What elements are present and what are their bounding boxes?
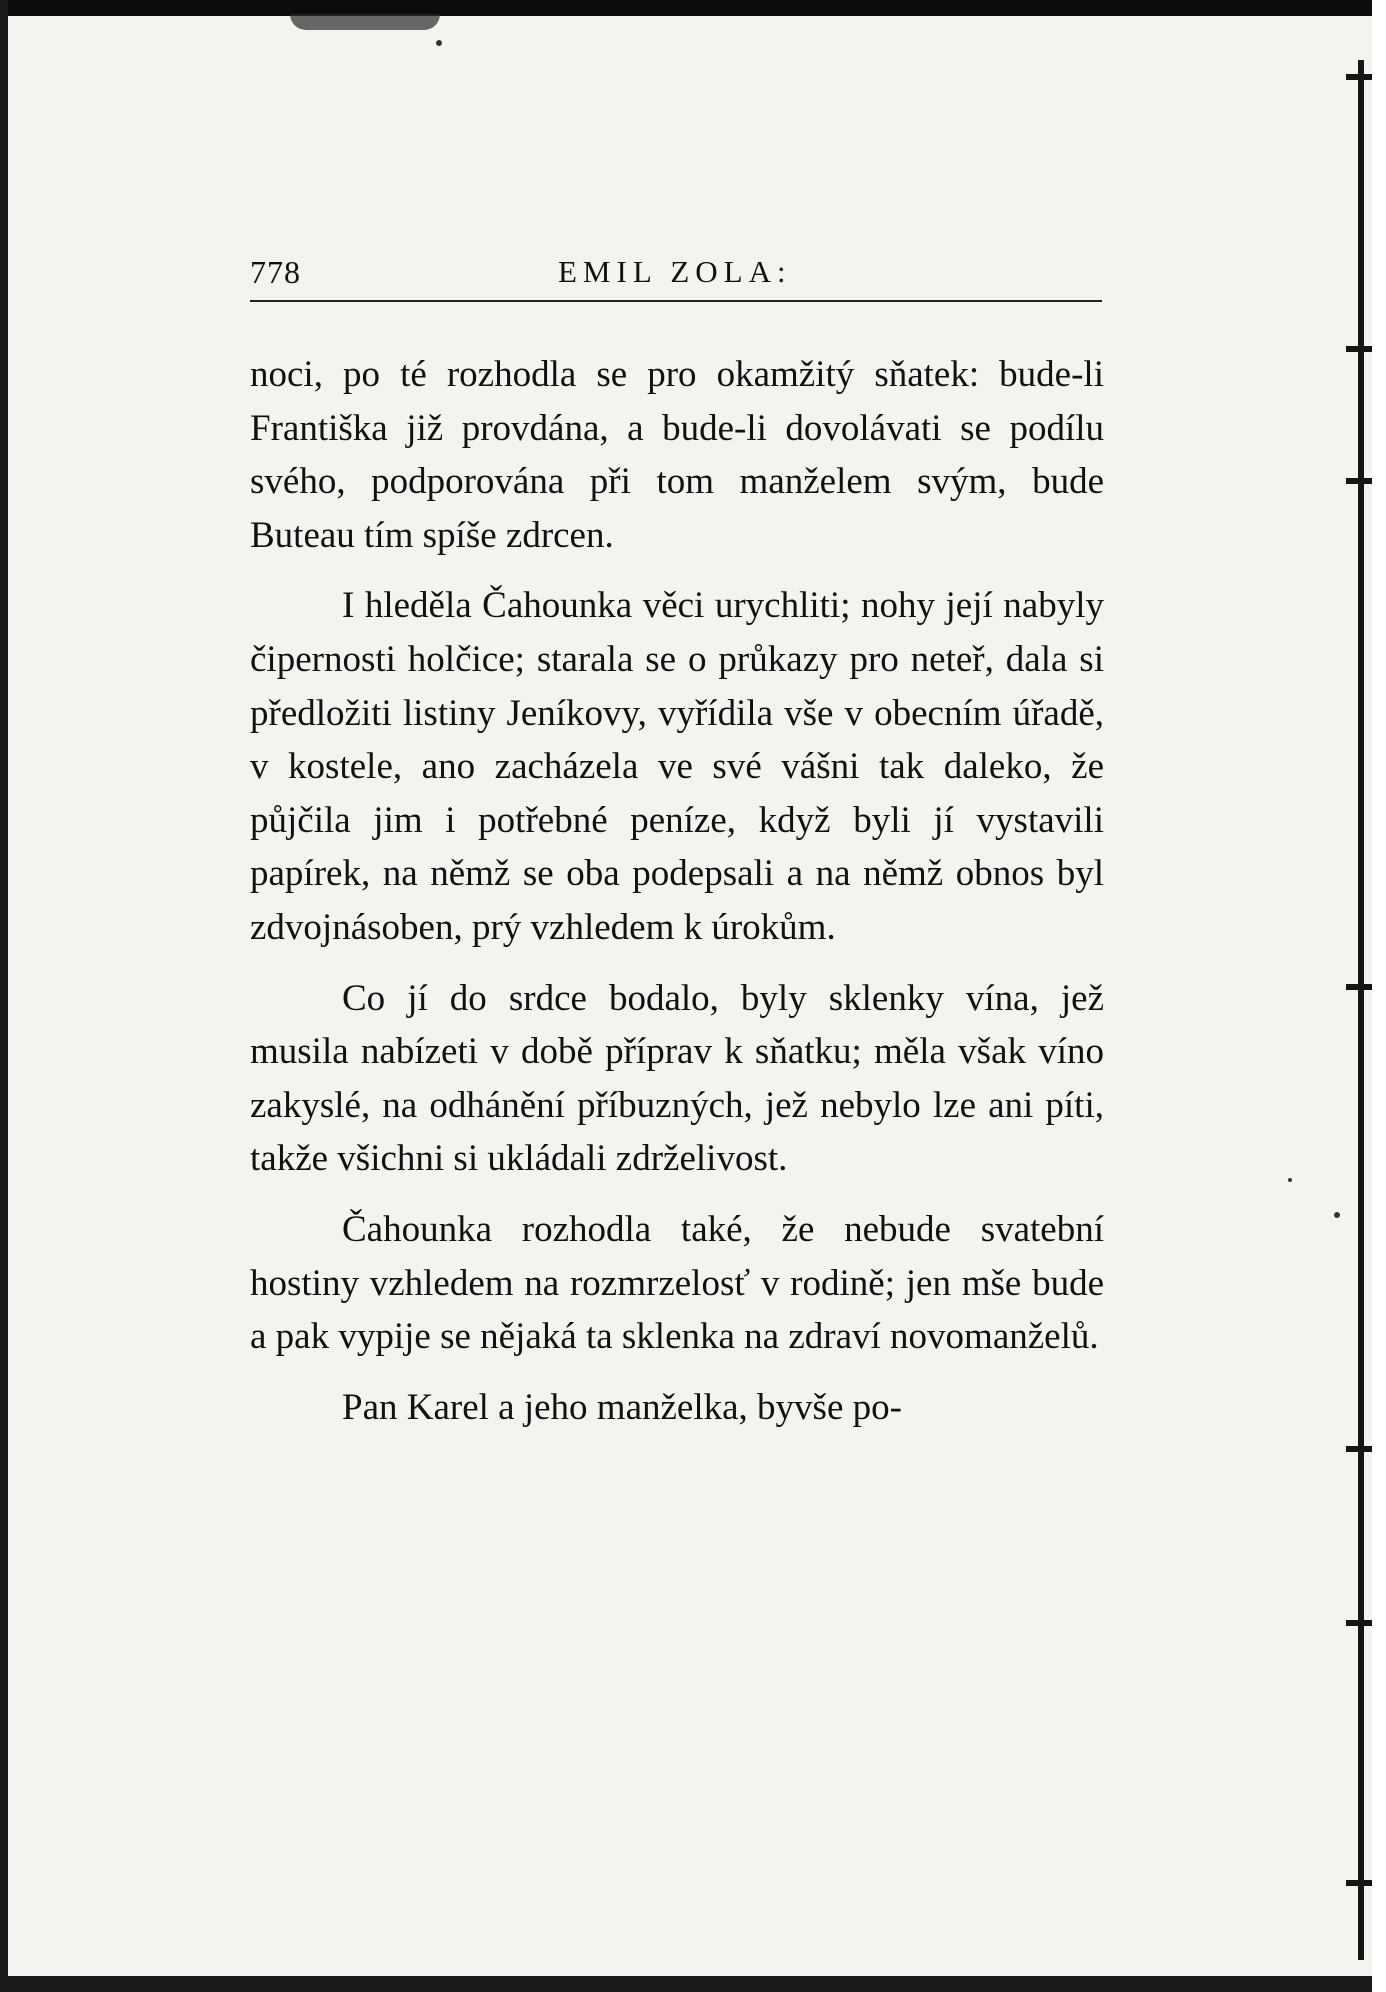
scan-speck xyxy=(436,40,442,46)
gutter-tick xyxy=(1346,478,1372,484)
paragraph: noci, po té rozhodla se pro okamžitý sňatek: bude-li Františka již provdána, a bude-li dovolávati se podílu svého, podporována při tom manželem svým, bude Buteau tím spíše zdrcen. xyxy=(250,354,1104,556)
scan-bottom-edge xyxy=(0,1976,1386,1992)
gutter-tick xyxy=(1346,1880,1372,1886)
gutter-tick xyxy=(1346,1446,1372,1452)
scan-right-margin xyxy=(1372,0,1386,1992)
body-text xyxy=(250,348,1104,1434)
gutter-tick xyxy=(1346,346,1372,352)
gutter-line xyxy=(1358,60,1364,1960)
paragraph: Pan Karel a jeho manželka, byvše po- xyxy=(342,1386,902,1428)
page-header xyxy=(250,250,1102,300)
scan-speck xyxy=(1288,1178,1292,1182)
page-number: 778 xyxy=(250,254,301,290)
gutter-tick xyxy=(1346,74,1372,80)
gutter-tick xyxy=(1346,1620,1372,1626)
gutter-tick xyxy=(1346,984,1372,990)
header-rule xyxy=(250,300,1102,302)
paragraph: I hleděla Čahounka věci urychliti; nohy její nabyly čipernosti holčice; starala se o průkazy pro neteř, dala si předložiti listiny Jeníkovy, vyřídila vše v obecním úřadě, v kostele, ano zacházela ve své vášni tak daleko, že půjčila jim i potřebné peníze, když byli jí vystavili papírek, na němž se oba podepsali a na němž obnos byl zdvojnásoben, prý vzhledem k úrokům. xyxy=(250,585,1104,948)
scan-smudge xyxy=(290,14,440,30)
scan-top-edge xyxy=(0,0,1386,16)
scan-speck xyxy=(1334,1212,1340,1218)
paragraph: Co jí do srdce bodalo, byly sklenky vína, jež musila nabízeti v době příprav k sňatku; měla však víno zakyslé, na odhánění příbuzných, jež nebylo lze ani píti, takže všichni si ukládali zdrželivost. xyxy=(250,977,1104,1180)
running-head: EMIL ZOLA: xyxy=(558,254,792,289)
scan-left-edge xyxy=(0,0,8,1992)
paragraph: Čahounka rozhodla také, že nebude svatební hostiny vzhledem na rozmrzelosť v rodině; jen mše bude a pak vypije se nějaká ta sklenka na zdraví novomanželů. xyxy=(250,1208,1104,1358)
